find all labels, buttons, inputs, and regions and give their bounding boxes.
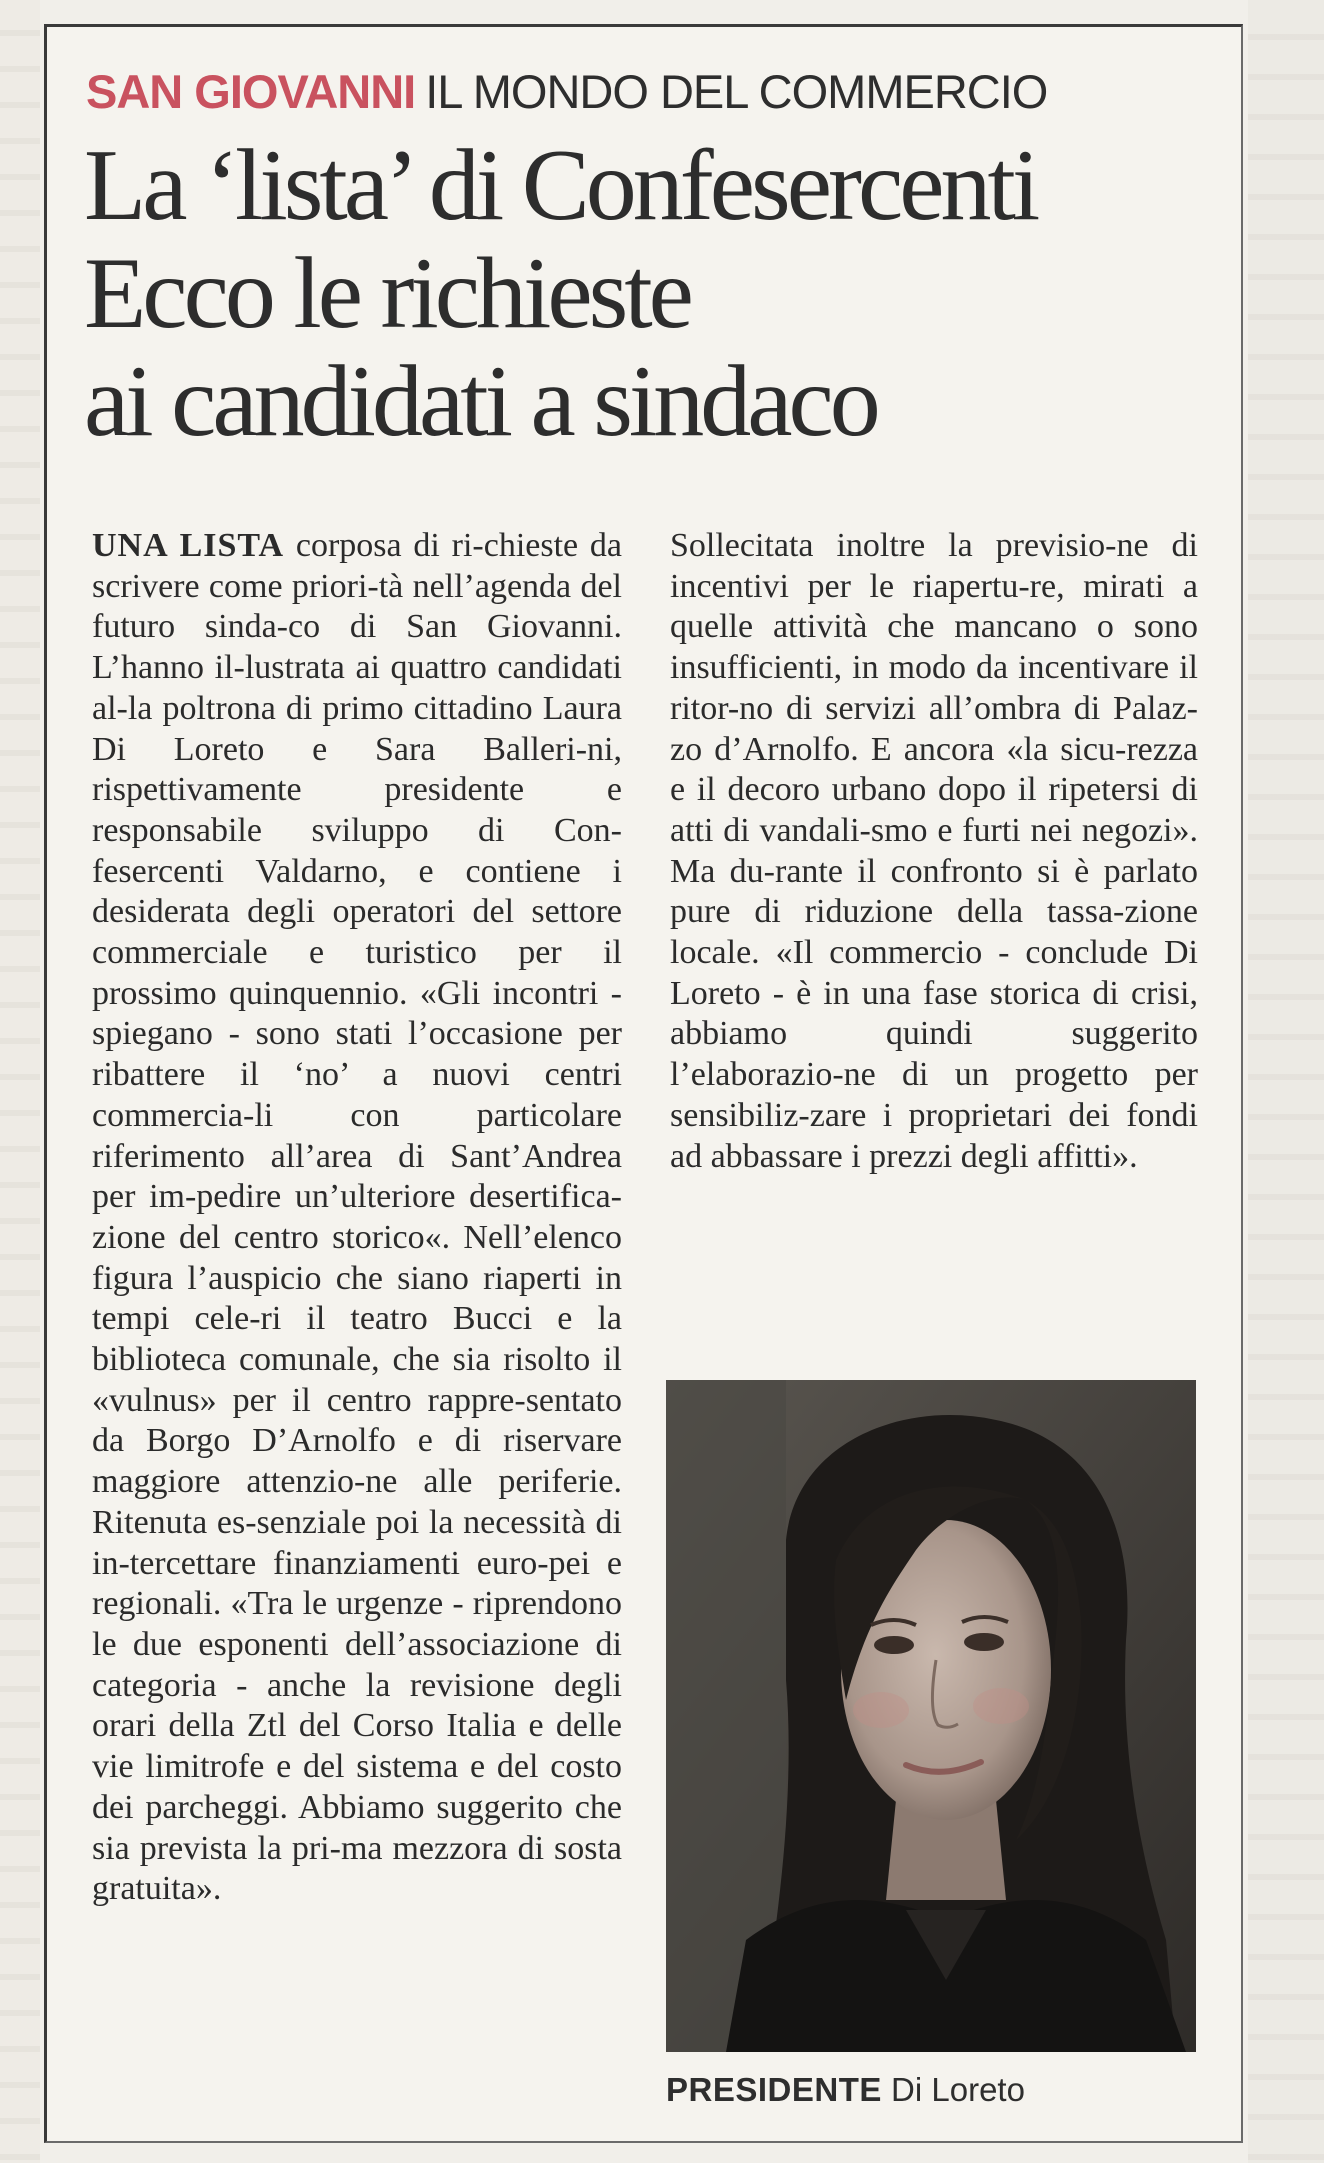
adjacent-column-bleed-left bbox=[0, 0, 40, 2163]
portrait-photo bbox=[666, 1380, 1196, 2052]
article-column-left bbox=[92, 526, 622, 1910]
headline-line-1: La ‘lista’ di Confesercenti bbox=[84, 129, 1037, 242]
headline-line-2: Ecco le richieste bbox=[84, 237, 690, 350]
article-column-right bbox=[670, 526, 1198, 1177]
kicker-place: SAN GIOVANNI bbox=[86, 65, 416, 118]
caption-name: Di Loreto bbox=[881, 2071, 1025, 2108]
kicker bbox=[86, 64, 1226, 120]
adjacent-column-bleed-right bbox=[1248, 0, 1324, 2163]
portrait-illustration bbox=[666, 1380, 1196, 2052]
headline bbox=[84, 129, 1224, 458]
kicker-topic: IL MONDO DEL COMMERCIO bbox=[425, 65, 1048, 118]
caption-title: PRESIDENTE bbox=[666, 2071, 882, 2108]
article-lead: UNA LISTA bbox=[92, 527, 285, 564]
article-paragraph-left bbox=[92, 526, 622, 1910]
headline-line-3: ai candidati a sindaco bbox=[84, 345, 877, 458]
article-body-left: corposa di ri-chieste da scrivere come priori-tà nell’agenda del futuro sinda-co di San Giovanni. L’hanno il-lustrata ai quattro candidati al-la poltrona di primo cittadino Laura Di Loreto e Sara Balleri-ni, rispettivamente presidente e responsabile sviluppo di Con-fesercenti Valdarno, e contiene i desiderata degli operatori del settore commerciale e turistico per il prossimo quinquennio. «Gli incontri - spiegano - sono stati l’occasione per ribattere il ‘no’ a nuovi centri commercia-li con particolare riferimento all’area di Sant’Andrea per im-pedire un’ulteriore desertifica-zione del centro storico«. Nell’elenco figura l’auspicio che siano riaperti in tempi cele-ri il teatro Bucci e la biblioteca comunale, che sia risolto il «vulnus» per il centro rappre-sentato da Borgo D’Arnolfo e di riservare maggiore attenzio-ne alle periferie. Ritenuta es-senziale poi la necessità di in-tercettare finanziamenti euro-pei e regionali. «Tra le urgenze - riprendono le due esponenti dell’associazione di categoria - anche la revisione degli orari della Ztl del Corso Italia e delle vie limitrofe e del sistema e del costo dei parcheggi. Abbiamo suggerito che sia prevista la pri-ma mezzora di sosta gratuita». bbox=[92, 527, 623, 1908]
article-body-right: Sollecitata inoltre la previsio-ne di incentivi per le riapertu-re, mirati a quelle attività che mancano o sono insufficienti, in modo da incentivare il ritor-no di servizi all’ombra di Palaz-zo d’Arnolfo. E ancora «la sicu-rezza e il decoro urbano dopo il ripetersi di atti di vandali-smo e furti nei negozi». Ma du-rante il confronto si è parlato pure di riduzione della tassa-zione locale. «Il commercio - conclude Di Loreto - è in una fase storica di crisi, abbiamo quindi suggerito l’elaborazio-ne di un progetto per sensibiliz-zare i proprietari dei fondi ad abbassare i prezzi degli affitti». bbox=[670, 527, 1198, 1175]
photo-caption bbox=[666, 2070, 1226, 2110]
